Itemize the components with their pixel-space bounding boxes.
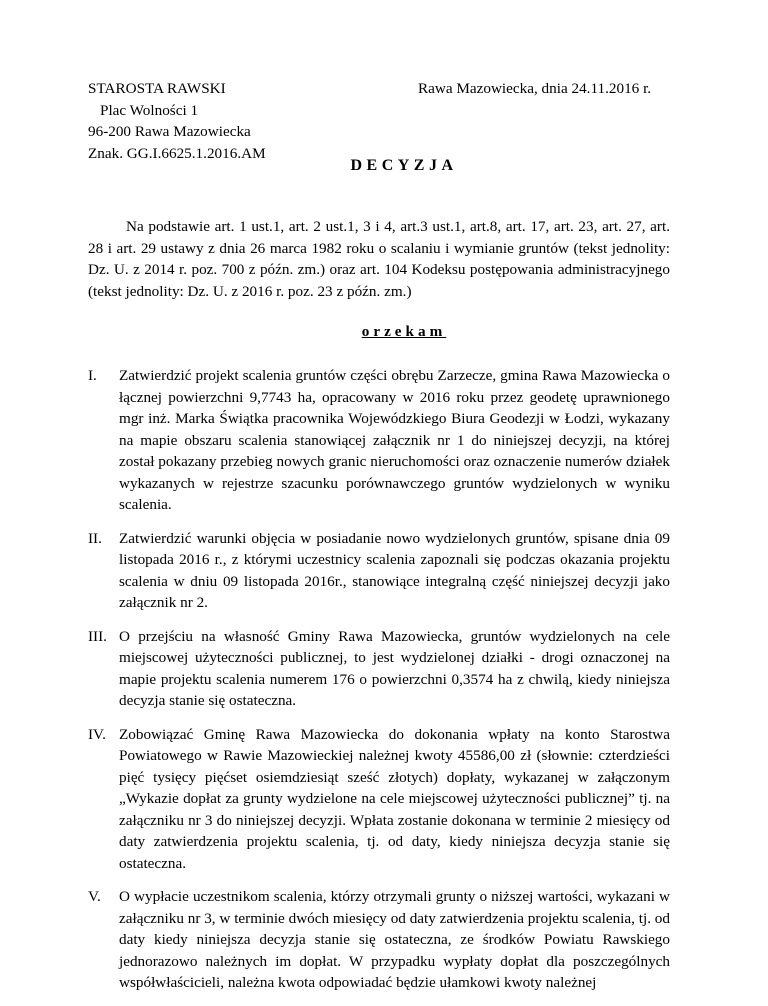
ruling-item xyxy=(88,528,670,614)
item-number: II. xyxy=(88,529,102,547)
ruling-item xyxy=(88,724,670,875)
ruling-items xyxy=(88,365,670,1006)
ruling-item xyxy=(88,886,670,994)
legal-basis-paragraph: Na podstawie art. 1 ust.1, art. 2 ust.1, 3 i 4, art.3 ust.1, art.8, art. 17, art. 23, art. 27, art. 28 i art. 29 ustawy z dnia 26 marca 1982 roku o scalaniu i wymianie gruntów (tekst jednolity: Dz. U. z 2014 r. poz. 700 z późn. zm.) oraz art. 104 Kodeksu postępowania administracyjnego (tekst jednolity: Dz. U. z 2016 r. poz. 23 z późn. zm.) xyxy=(88,218,670,300)
ruling-item xyxy=(88,365,670,516)
reference-number: Znak. GG.I.6625.1.2016.AM xyxy=(88,144,266,162)
place-date: Rawa Mazowiecka, dnia 24.11.2016 r. xyxy=(418,80,652,97)
item-number: IV. xyxy=(88,725,106,743)
office-street: Plac Wolności 1 xyxy=(100,101,199,119)
item-number: V. xyxy=(88,888,101,905)
sender-block xyxy=(88,78,348,164)
ruling-heading: orzekam xyxy=(361,323,447,340)
item-text: O wypłacie uczestnikom scalenia, którzy otrzymali grunty o niższej wartości, wykazani w załączniku nr 3, w terminie dwóch miesięcy od daty zatwierdzenia projektu scalenia, tj. od daty kiedy niniejsza decyzja stanie się ostateczna, ze środków Powiatu Rawskiego jednorazowo należnych im dopłat. W przypadku wypłaty dopłat dla poszczególnych współwłaścicieli, należna kwota odpowiadać będzie ułamkowi kwoty należnej xyxy=(119,888,670,991)
item-number: I. xyxy=(88,367,97,384)
item-text: O przejściu na własność Gminy Rawa Mazowiecka, gruntów wydzielonych na cele miejscowej użyteczności publicznej, to jest wydzielonej działki - drogi oznaczonej na mapie projektu scalenia numerem 176 o powierzchni 0,3574 ha z chwilą, kiedy niniejsza decyzja stanie się ostateczna. xyxy=(119,627,670,709)
item-text: Zobowiązać Gminę Rawa Mazowiecka do dokonania wpłaty na konto Starostwa Powiatowego w Rawie Mazowieckiej należnej kwoty 45586,00 zł (słownie: czterdzieści pięć tysięcy pięćset osiemdziesiąt sześć złotych) dopłaty, wykazanej w załączonym „Wykazie dopłat za grunty wydzielone na cele miejscowej użyteczności publicznej” tj. na załączniku nr 3 do niniejszej decyzji. Wpłata zostanie dokonana w terminie 2 miesięcy od daty zatwierdzenia projektu scalenia, tj. od daty, kiedy niniejsza decyzja stanie się ostateczna. xyxy=(119,725,670,872)
item-number: III. xyxy=(88,627,107,645)
item-text: Zatwierdzić projekt scalenia gruntów części obrębu Zarzecze, gmina Rawa Mazowiecka o łącznej powierzchni 9,7743 ha, opracowany w 2016 roku przez geodetę uprawnionego mgr inż. Marka Świątka pracownika Wojewódzkiego Biura Geodezji w Łodzi, wykazany na mapie obszaru scalenia stanowiącej załącznik nr 1 do niniejszej decyzji, na której został pokazany przebieg nowych granic nieruchomości oraz oznaczenie numerów działek wykazanych w rejestrze szacunku porównawczego gruntów wydzielonych w wyniku scalenia. xyxy=(119,367,670,513)
item-text: Zatwierdzić warunki objęcia w posiadanie nowo wydzielonych gruntów, spisane dnia 09 listopada 2016 r., z którymi uczestnicy scalenia zapoznali się podczas okazania projektu scalenia w dniu 09 listopada 2016r., stanowiące integralną część niniejszej decyzji jako załącznik nr 2. xyxy=(119,529,670,611)
office-name: STAROSTA RAWSKI xyxy=(88,80,226,97)
document-title: DECYZJA xyxy=(350,157,458,174)
ruling-item xyxy=(88,626,670,712)
office-city: 96-200 Rawa Mazowiecka xyxy=(88,123,251,140)
